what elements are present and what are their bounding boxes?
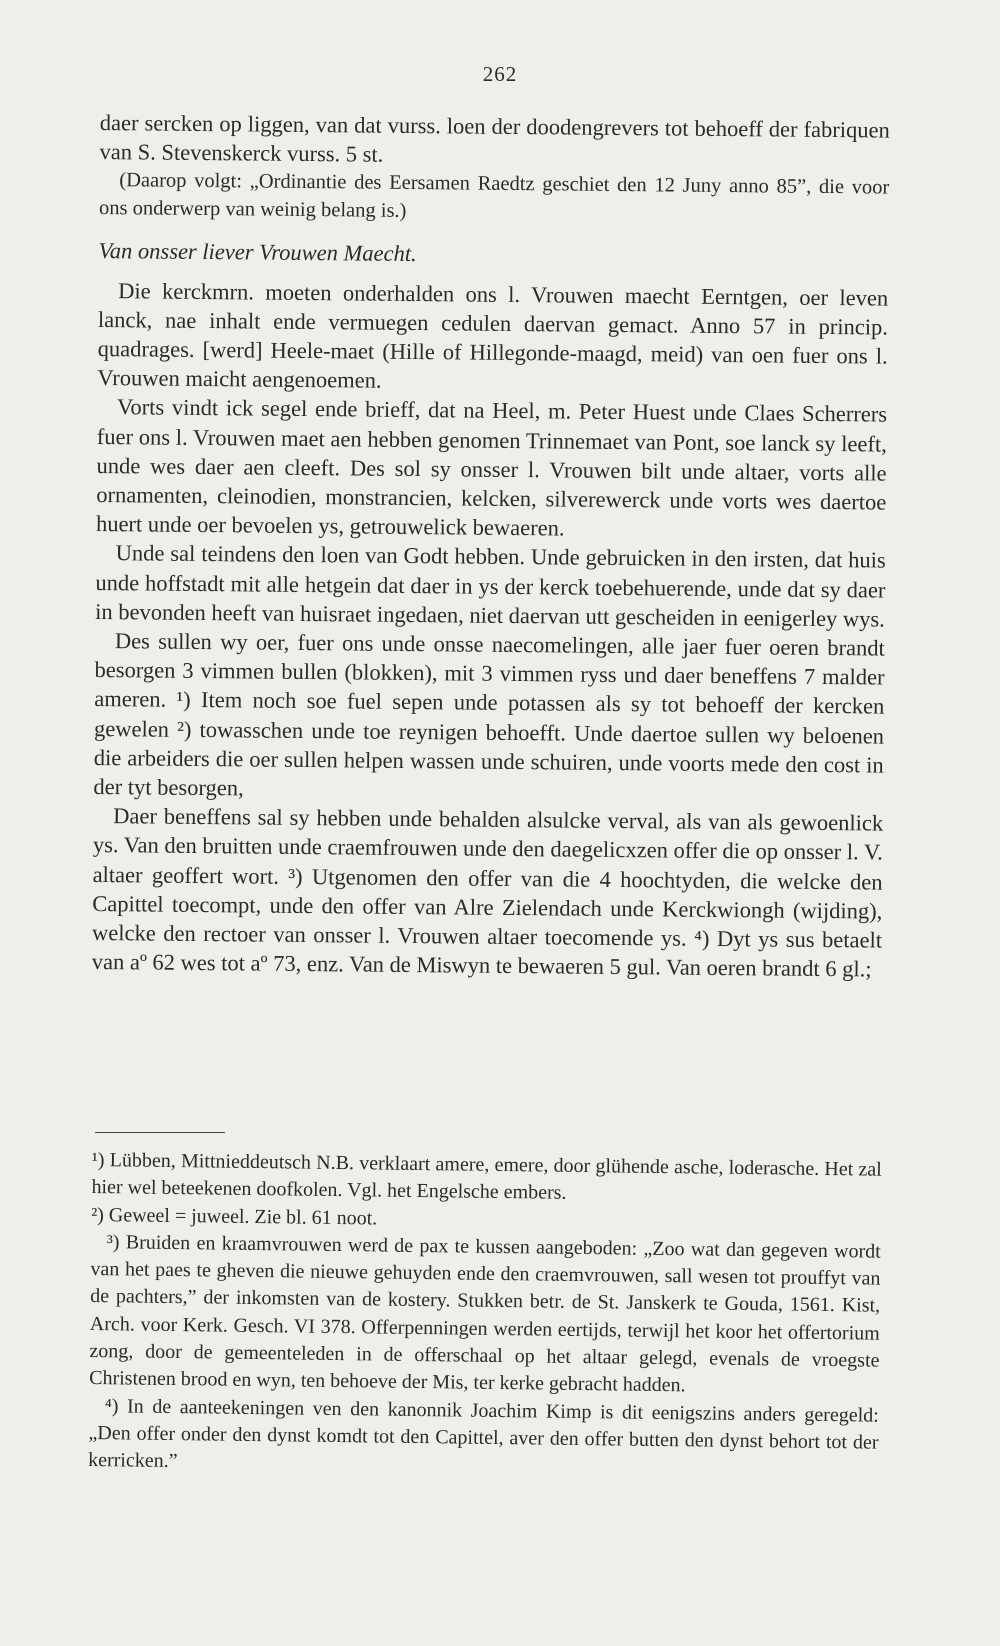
paragraph: Des sullen wy oer, fuer ons unde onsse naecomelingen, alle jaer fuer oeren brandt besorgen 3 vimmen bullen (blokken), mit 3 vimmen ryss und daer beneffens 7 malder ameren. ¹) Item noch soe fuel sepen unde potassen als sy tot behoeff der kercken gewelen ²) towasschen unde toe reynigen behoefft. Unde daertoe sullen wy beloenen die arbeiders die oer sullen helpen wassen unde schuiren, unde voorts mede den cost in der tyt besorgen,	[93, 628, 885, 801]
paragraph: Daer beneffens sal sy hebben unde behalden alsulcke verval, als van als gewoenlick ys. Van den bruitten unde craemfrouwen unde den daegelicxzen offer die op onsser l. V. altaer geoffert wort. ³) Utgenomen den offer van die 4 hoochtyden, die welcke den Capittel toecompt, unde den offer van Alre Zielendach unde Kerckwiongh (wijding), welcke den rectoer van onsser l. Vrouwen altaer toecomende ys. ⁴) Dyt ys sus betaelt van aº 62 wes tot aº 73, enz. Van de Miswyn te bewaeren 5 gul. Van oeren brandt 6 gl.;	[91, 803, 884, 982]
footnotes	[88, 1147, 882, 1484]
footnote: ⁴) In de aanteekeningen ven den kanonnik Joachim Kimp is dit eenigszins anders geregeld: „Den offer onder den dynst komdt tot den Capittel, aver den offer butten den dynst behort tot der kerricken.”	[88, 1394, 879, 1473]
footnote: ³) Bruiden en kraamvrouwen werd de pax te kussen aangeboden: „Zoo wat dan gegeven wordt van het paes te gheven die nieuwe gehuyden ende den craemvrouwen, sall wesen tot prouffyt van de pachters,” der inkomsten van de kostery. Stukken betr. de St. Janskerk te Gouda, 1561. Kist, Arch. voor Kerk. Gesch. VI 378. Offerpenningen werden eertijds, terwijl het koor het offertorium zong, door de gemeenteleden in de offerschaal op het altaar gelegd, evenals de vroegste Christenen brood en wyn, ten behoeve der Mis, ter kerke gebracht hadden.	[89, 1231, 881, 1397]
paragraph: Unde sal teindens den loen van Godt hebben. Unde gebruicken in den irsten, dat huis unde hoffstadt mit alle hetgein dat daer in ys der kerck toebehuerende, unde dat sy daer in bevonden heeft van huisraet ingedaen, niet daervan utt gescheiden in eenigerley wys.	[95, 540, 886, 632]
footnote: ¹) Lübben, Mittnieddeutsch N.B. verklaart amere, emere, door glühende asche, loderasche. Het zal hier wel beteekenen doofkolen. Vgl. het Engelsche embers.	[91, 1148, 882, 1205]
paragraph: Die kerckmrn. moeten onderhalden ons l. Vrouwen maecht Eerntgen, oer leven lanck, nae inhalt ende vermuegen cedulen daervan gemact. Anno 57 in princip. quadrages. [werd] Heele-maet (Hille of Hillegonde-maagd, meid) van oen fuer ons l. Vrouwen maicht aengenoemen.	[97, 277, 889, 393]
section-heading: Van onsser liever Vrouwen Maecht.	[98, 238, 417, 267]
paragraph: Vorts vindt ick segel ende brieff, dat na Heel, m. Peter Huest unde Claes Scherrers fuer ons l. Vrouwen maet aen hebben genomen Trinnemaet van Pont, soe lanck sy leeft, unde wes daer aen cleeft. Des sol sy onsser l. Vrouwen bilt unde altaer, vorts alle ornamenten, cleinodien, monstrancien, kelcken, silverewerck unde vorts wes daertoe huert unde oer bevoelen ys, getrouwelick bewaeren.	[95, 394, 888, 541]
main-text	[92, 108, 890, 984]
footnote-divider	[95, 1132, 225, 1133]
editorial-note-paragraph: (Daarop volgt: „Ordinantie des Eersamen Raedtz geschiet den 12 Juny anno 85”, die voor ons onderwerp van weinig belang is.)	[98, 169, 890, 223]
paragraph: daer sercken op liggen, van dat vurss. loen der doodengrevers tot behoeff der fabriquen van S. Stevenskerck vurss. 5 st.	[99, 109, 890, 167]
footnote: ²) Geweel = juweel. Zie bl. 61 noot.	[91, 1203, 378, 1230]
page-number: 262	[482, 62, 518, 86]
